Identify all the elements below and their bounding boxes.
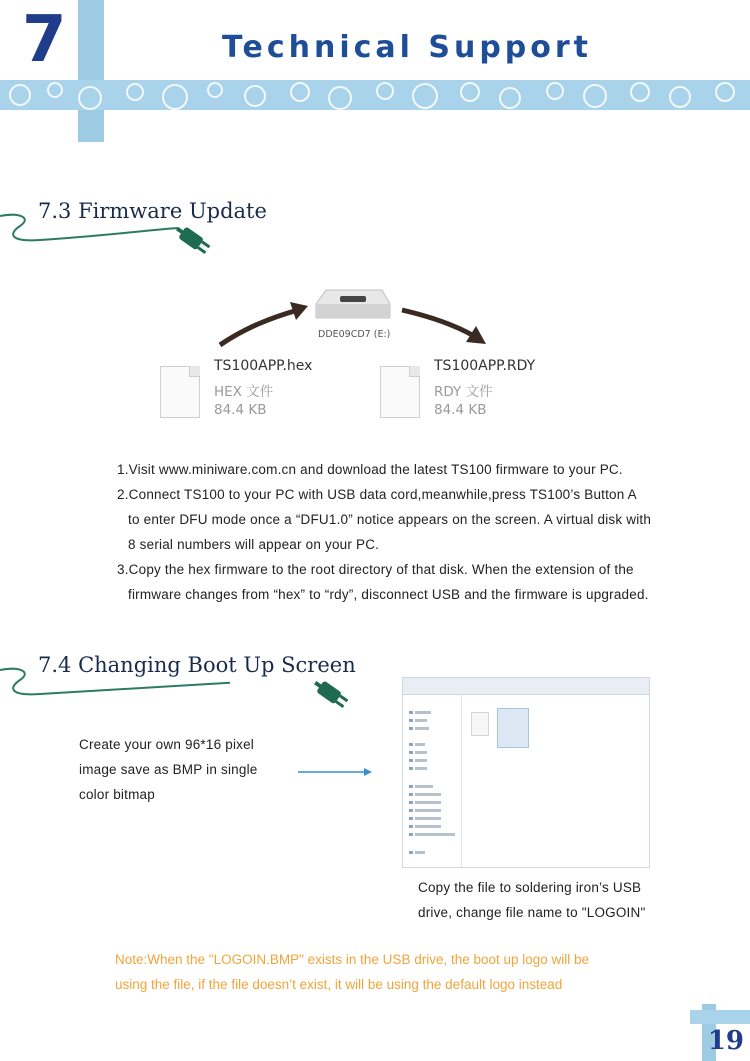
rdy-file-type: RDY 文件 bbox=[434, 384, 493, 400]
chapter-number: 7 bbox=[22, 3, 67, 77]
page-number: 19 bbox=[707, 1026, 744, 1056]
footer-gear-band bbox=[690, 1010, 750, 1024]
note-text bbox=[115, 947, 589, 997]
copy-instructions bbox=[418, 875, 645, 925]
gear-pattern-icon bbox=[0, 80, 750, 110]
arrow-right-icon bbox=[296, 766, 376, 778]
hex-file-name: TS100APP.hex bbox=[214, 358, 313, 374]
plug-icon bbox=[308, 676, 350, 716]
explorer-address-bar bbox=[403, 678, 649, 695]
arrow-from-drive-icon bbox=[398, 302, 493, 350]
instruction-line: image save as BMP in single bbox=[79, 762, 258, 777]
rdy-file-size: 84.4 KB bbox=[434, 402, 487, 418]
drive-label: DDE09CD7 (E:) bbox=[318, 329, 391, 340]
instruction-line: Copy the file to soldering iron’s USB bbox=[418, 880, 642, 895]
note-line: using the file, if the file doesn’t exist, it will be using the default logo instead bbox=[115, 977, 563, 992]
instruction-line: drive, change file name to "LOGOIN" bbox=[418, 905, 646, 920]
section-title-boot-screen: 7.4 Changing Boot Up Screen bbox=[38, 653, 356, 677]
instruction-line: Create your own 96*16 pixel bbox=[79, 737, 255, 752]
note-line: Note:When the "LOGOIN.BMP" exists in the USB drive, the boot up logo will be bbox=[115, 952, 590, 967]
step-line: firmware changes from “hex” to “rdy”, disconnect USB and the firmware is upgraded. bbox=[128, 587, 649, 602]
rdy-file-icon bbox=[380, 366, 420, 418]
explorer-selected-file-icon bbox=[497, 708, 529, 748]
hex-file-size: 84.4 KB bbox=[214, 402, 267, 418]
bmp-instructions bbox=[79, 732, 258, 807]
gear-pattern-band bbox=[0, 80, 750, 110]
step-line: 3.Copy the hex firmware to the root directory of that disk. When the extension of the bbox=[117, 562, 634, 577]
section-title-firmware-update: 7.3 Firmware Update bbox=[38, 199, 267, 223]
hex-file-icon bbox=[160, 366, 200, 418]
instruction-line: color bitmap bbox=[79, 787, 155, 802]
step-line: to enter DFU mode once a “DFU1.0” notice appears on the screen. A virtual disk with bbox=[128, 512, 652, 527]
rdy-file-name: TS100APP.RDY bbox=[434, 358, 536, 374]
page-title: Technical Support bbox=[222, 30, 593, 65]
step-line: 8 serial numbers will appear on your PC. bbox=[128, 537, 380, 552]
plug-icon bbox=[170, 222, 212, 262]
explorer-window-screenshot bbox=[402, 677, 650, 868]
step-line: 1.Visit www.miniware.com.cn and download the latest TS100 firmware to your PC. bbox=[117, 462, 623, 477]
arrow-to-drive-icon bbox=[210, 300, 320, 352]
firmware-steps bbox=[117, 457, 737, 607]
hex-file-type: HEX 文件 bbox=[214, 384, 274, 400]
explorer-sidebar bbox=[403, 695, 462, 867]
explorer-file-icon bbox=[471, 712, 489, 736]
header-vertical-bar-lower bbox=[78, 110, 104, 142]
usb-drive-icon bbox=[310, 282, 394, 328]
step-line: 2.Connect TS100 to your PC with USB data cord,meanwhile,press TS100’s Button A bbox=[117, 487, 637, 502]
